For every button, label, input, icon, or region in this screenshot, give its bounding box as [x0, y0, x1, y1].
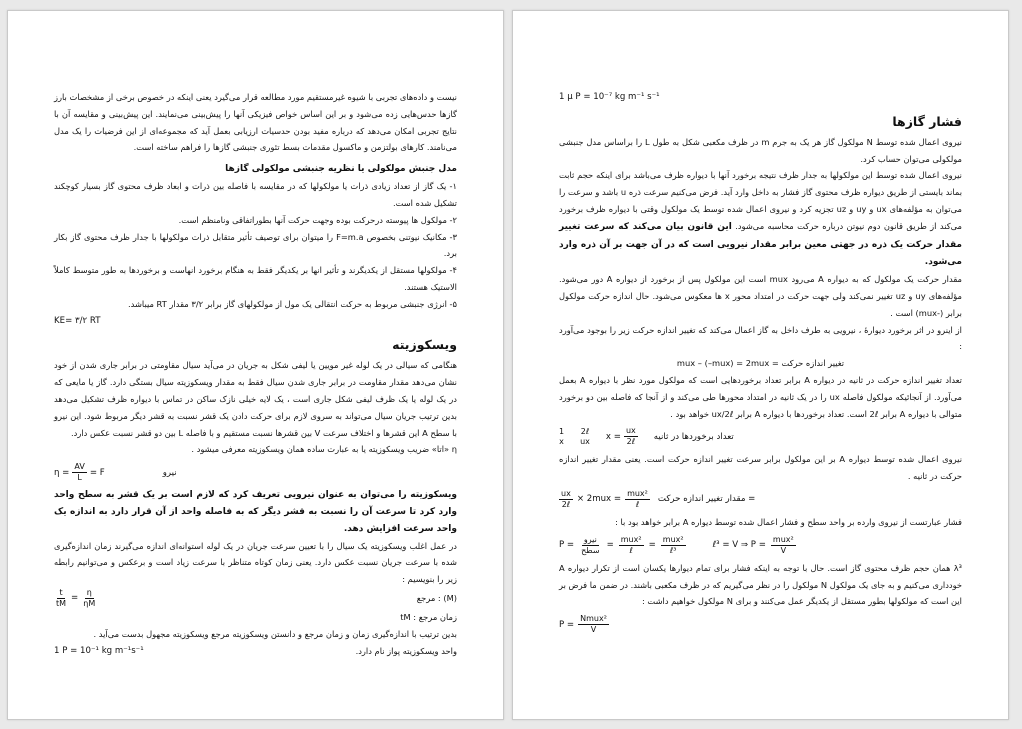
collisions-label: تعداد برخوردها در ثانیه: [653, 431, 734, 442]
n-eq-den: V: [590, 625, 597, 635]
p-eq-f2-den: ℓ: [629, 545, 633, 555]
eq-eta-rhs: = F: [89, 467, 105, 478]
coll-eq-lhs: x =: [605, 431, 621, 442]
paragraph-viscosity: هنگامی که سیالی در یک لوله غیر مویین یا لیفی شکل به جریان در می‌آید سیال مقاومتی در برابر جاری شدن از خود نشان می‌دهد مقدار مقاومت در برابر جاری شدن سیال فقط به مقدار ویسکوزیته سیال بستگی دارد. گاز یا مایعی که در یک لوله یا یک ظرف لیفی شکل جاری است ، یک لایه خیلی نازک ساکن در تماس با دیواره ظرف تشکیل می‌دهد بدین ترتیب جریان سیال می‌تواند به سروی لازم برای حرکت دادن یک قشر نسبت به قشر دیگر مربوط شود. این نیرو با سطح A این قشرها و اختلاف سرعت V بین قشرها نسبت مستقیم و با فاصله L بین دو قشر نسبت عکس دارد.: [54, 360, 457, 438]
rate-frac1-num: ux: [561, 488, 571, 498]
pressure-equation: P = $\frac{\text{نیرو}}{\text{سطح}}$ = $\frac{\text{mux²}}{\text{ℓ}}$ = $\frac{\text{mux²}}{\text{ℓ³}}$ ℓ³ = V ⇒ P = $\frac{\text{mux²}}{V}$: [559, 534, 794, 555]
reference-time: زمان مرجع : tM: [400, 611, 457, 622]
n-eq-lhs: P =: [559, 619, 575, 630]
paragraph-reference: در عمل اغلب ویسکوزیته یک سیال را با تعیین سرعت جریان در یک لوله استوانه‌ای اندازه می‌گیرند زمان اندازه‌گیری شده با سرعت جریان نسبت عکس دارد. یعنی زمان کوتاه متناظر با سرعت زیاد است و برعکس و می‌توانیم رابطه زیر را بنویسیم :: [54, 540, 457, 585]
coll-eq-num: ux: [625, 426, 636, 436]
rate-frac2-num: mux²: [627, 488, 648, 498]
paragraph-2: نیروی اعمال شده توسط این مولکولها به جدار ظرف نتیجه برخورد آنها با دیواره ظرف می‌باشد برای اینکه حجم ثابت بماند بایستی از طریق دیواره ظرف محتوی گاز فشار به داخل وارد آید. فرض می‌کنیم سرعت ذره u باشد و سرعت را می‌توان به مؤلفه‌های ux و uy و uz تجزیه کرد و نیروی اعمال شده توسط یک مولکول وقتی با دیواره ظرف برخورد می‌کند از طریق قانون دوم نیوتن درباره حرکت محاسبه می‌شود.: [559, 170, 963, 231]
n-molecule-equation: [559, 614, 962, 635]
p-eq-f2-num: mux²: [620, 534, 642, 544]
ratio-row: [54, 588, 457, 609]
paragraph-1: نیروی اعمال شده توسط N مولکول گاز هر یک به جرم m در ظرف مکعبی شکل به طول L را براساس مدل جنبشی مولکولی می‌توان حساب کرد.: [559, 136, 962, 164]
p-eq-f1-num: نیرو: [583, 534, 597, 544]
eq-eta-numerator: AV: [74, 462, 85, 472]
list-item: ۲- مولکول ها پیوسته درحرکت بوده وجهت حرکت آنها بطوراتفاقی ونامنظم است.: [178, 214, 457, 225]
v-eq-den: V: [780, 545, 787, 555]
heading-viscosity: ویسکوزیته: [392, 337, 457, 353]
list-item: ۳- مکانیک نیوتنی بخصوص F=m.a را میتوان برای توصیف تأثیر متقابل ذرات مولکولها با جدار ظرف محتوی گاز بکار برد.: [54, 231, 458, 259]
ratio-t: t: [59, 587, 63, 597]
p-eq-f1-den: سطح: [581, 545, 600, 555]
ratio-eta: η: [86, 587, 92, 597]
eq-eta-lhs: η =: [54, 467, 70, 478]
rate-frac2-den: ℓ: [635, 499, 640, 509]
left-frac-b: x: [559, 436, 564, 446]
kinetic-energy-formula: KE= ۳/۲ RT: [54, 315, 101, 326]
paragraph-5: تعداد تغییر اندازه حرکت در ثانیه در دیواره A برابر تعداد برخوردهایی است که مولکول مورد نظر با دیواره A بعمل می‌آورد. از آنجائیکه مولکول فاصله ux را در یک ثانیه در امتداد محورها طی می‌کند و از آنجا که فاصله بین دو برخورد متوالی با دیواره A برابر 2ℓ است. تعداد برخوردها با دیواره A برابر ux/2ℓ خواهد بود .: [559, 374, 962, 419]
rate-mid: × 2mux =: [576, 494, 622, 505]
left-frac-d: ux: [580, 436, 590, 446]
left-frac-a: 1: [559, 426, 565, 436]
force-label: نیرو: [162, 467, 177, 478]
paragraph-eta: η «اتا» ضریب ویسکوزیته یا به عبارت ساده همان ویسکوزیته معرفی میشود .: [191, 444, 457, 455]
paragraph-intro: نیست و داده‌های تجربی با شیوه غیرمستقیم مورد مطالعه قرار می‌گیرد یعنی اینکه در خصوص برخی از مشخصات بارز گازها حدس‌هایی زده می‌شود و بر این اساس خواص فیزیکی آنها را پیش‌بینی می‌نمایند. این پیش‌بینی و مقایسه آن با نتایج تجربی امکان می‌دهد که درباره مفید بودن حدسیات ارزیابی بعمل آید که مجموعه‌ای از این فرضیات را یک مدل می‌نامند. کارهای بولتزمن و ماکسول مقدمات بسط تئوری جنبشی گازها را فراهم ساخته است.: [54, 92, 457, 153]
p-eq-f3-num: mux²: [662, 534, 684, 544]
paragraph-7: فشار عبارتست از نیروی وارده بر واحد سطح و فشار اعمال شده توسط دیواره A برابر خواهد بود با :: [615, 516, 962, 527]
unit-text: واحد ویسکوزیته پواز نام دارد.: [355, 645, 457, 656]
left-frac-c: 2ℓ: [580, 426, 590, 436]
p-eq-f3-den: ℓ³: [669, 545, 677, 555]
rate-frac1-den: 2ℓ: [561, 499, 571, 509]
list-item: ۵- انرژی جنبشی مربوط به حرکت انتقالی یک مول از مولکولهای گاز برابر ۳/۲ مقدار RT میباشد.: [127, 298, 457, 309]
unit-row: [54, 643, 457, 660]
n-eq-num: Nmux²: [580, 614, 607, 624]
paragraph-8: λ³ همان حجم ظرف محتوی گاز است. حال با توجه به اینکه فشار برای تمام دیوارها یکسان است از تکرار دیواره A خودداری می‌کنیم و به جای یک مولکول N مولکول را در نظر می‌گیریم که در ظرف مکعبی باشند. در ضمن ما فرض بر این است که مولکولها بطور مستقل از یکدیگر عمل می‌کنند و برای N مولکول خواهیم داشت :: [559, 562, 962, 607]
rate-equation: [559, 489, 962, 510]
heading-gas-pressure: فشار گازها: [892, 113, 962, 129]
ratio-equation: $\frac{t}{tM}$ = $\frac{\eta}{\eta M}$: [56, 587, 96, 608]
momentum-change-equation: تغییر اندازه حرکت = mux – (–mux) = 2mux: [676, 358, 845, 369]
list-item: ۴- مولکولها مستقل از یکدیگرند و تأثیر انها بر یکدیگر فقط به هنگام برخورد انهاست و برخوردها به طور متوسط کاملاً الاستیک هستند.: [54, 265, 457, 292]
newton-law-bold: این قانون بیان می‌کند که سرعت تغییر مقدار حرکت یک ذره در جهتی معین برابر مقدار نیرویی است که در آن جهت بر آن ذره وارد می‌شود.: [559, 221, 962, 268]
collisions-row: [559, 426, 962, 447]
page-right-content: [559, 89, 962, 639]
document-page-right: [512, 10, 1009, 720]
coll-eq-den: 2ℓ: [626, 437, 636, 447]
paragraph-after: بدین ترتیب با اندازه‌گیری زمان و زمان مرجع و دانستن ویسکوزیته مرجع ویسکوزیته مجهول بدست می‌آید .: [93, 628, 457, 639]
viscosity-equation: [54, 462, 457, 483]
page-left-content: [54, 89, 457, 659]
eq-eta-fraction: [72, 462, 86, 483]
list-item: ۱- یک گاز از تعداد زیادی ذرات یا مولکولها که در مقایسه با فاصله بین ذرات و ابعاد ظرف محتوی گاز بسیار کوچکند تشکیل شده است.: [54, 181, 457, 208]
v-eq: ℓ³ = V ⇒ P =: [712, 540, 766, 551]
v-eq-num: mux²: [772, 534, 794, 544]
micropoise-equation: 1 µ P = 10⁻⁷ kg m⁻¹ s⁻¹: [559, 92, 660, 102]
ratio-tm: tM: [56, 598, 67, 608]
rate-label: = مقدار تغییر اندازه حرکت: [657, 494, 756, 505]
paragraph-4: از اینرو در اثر برخورد دیوارهٔ ، نیرویی به طرف داخل به گاز اعمال می‌کند که تغییر اندازه حرکت زیر را بوجود می‌آورد :: [559, 324, 962, 352]
p-eq-lhs: P =: [559, 540, 575, 551]
ratio-etam: ηM: [83, 598, 96, 608]
unit-equation: 1 P = 10⁻¹ kg m⁻¹s⁻¹: [54, 645, 144, 656]
document-page-left: [7, 10, 504, 720]
heading-kinetic-model: مدل جنبش مولکولی یا نظریه جنبشی مولکولی گازها: [225, 164, 457, 175]
paragraph-3: مقدار حرکت یک مولکول که به دیواره A می‌رود mux است این مولکول پس از برخورد از دیواره A دور می‌شود. مؤلفه‌های uy و uz تغییر نمی‌کند ولی جهت حرکت در امتداد محور x ها معکوس می‌شود. حال اندازه حرکت مولکول برابر (-mux) است .: [559, 274, 962, 318]
eq-eta-denominator: L: [77, 473, 82, 483]
paragraph-6: نیروی اعمال شده توسط دیواره A بر این مولکول برابر سرعت تغییر اندازه حرکت است. یعنی مقدار تغییر اندازه حرکت در ثانیه .: [559, 454, 962, 482]
reference-label: (M) : مرجع: [416, 593, 457, 604]
viscosity-definition: ویسکوزیته را می‌توان به عنوان نیرویی تعریف کرد که لازم است بر یک قشر به سطح واحد وارد کرد تا سرعت آن را نسبت به قشر دیگر که به فاصله واحد از آن قرار دارد به اندازه یک واحد سرعت افزایش دهد.: [54, 490, 457, 534]
